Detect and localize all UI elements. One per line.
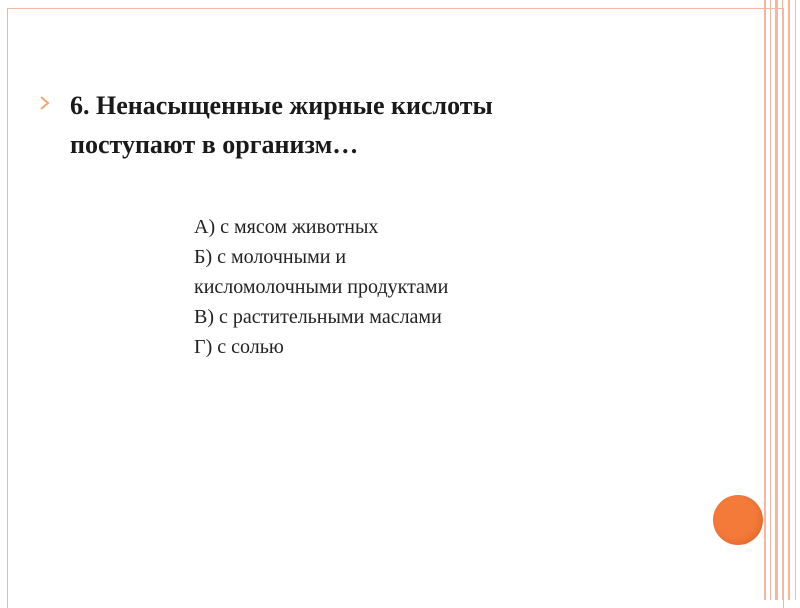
stripe-line [770, 0, 771, 600]
answer-list [194, 212, 574, 362]
question-text: 6. Ненасыщенные жирные кислоты поступают в организм… [70, 91, 493, 159]
answer-item: В) с растительными маслами [194, 306, 442, 328]
decorative-stripes [760, 0, 800, 600]
answer-item: Б) с молочными и [194, 246, 347, 268]
stripe-line [782, 0, 783, 600]
decorative-circle [713, 495, 763, 545]
answer-item: А) с мясом животных [194, 216, 379, 238]
stripe-line [788, 0, 790, 600]
answer-item: Г) с солью [194, 336, 284, 358]
stripe-line [795, 0, 796, 600]
stripe-line [764, 0, 766, 600]
stripe-line [775, 0, 778, 600]
chevron-bullet-icon [40, 96, 52, 112]
chevron-bullet-icon-svg [40, 96, 50, 110]
answer-item: кисломолочными продуктами [194, 276, 449, 298]
